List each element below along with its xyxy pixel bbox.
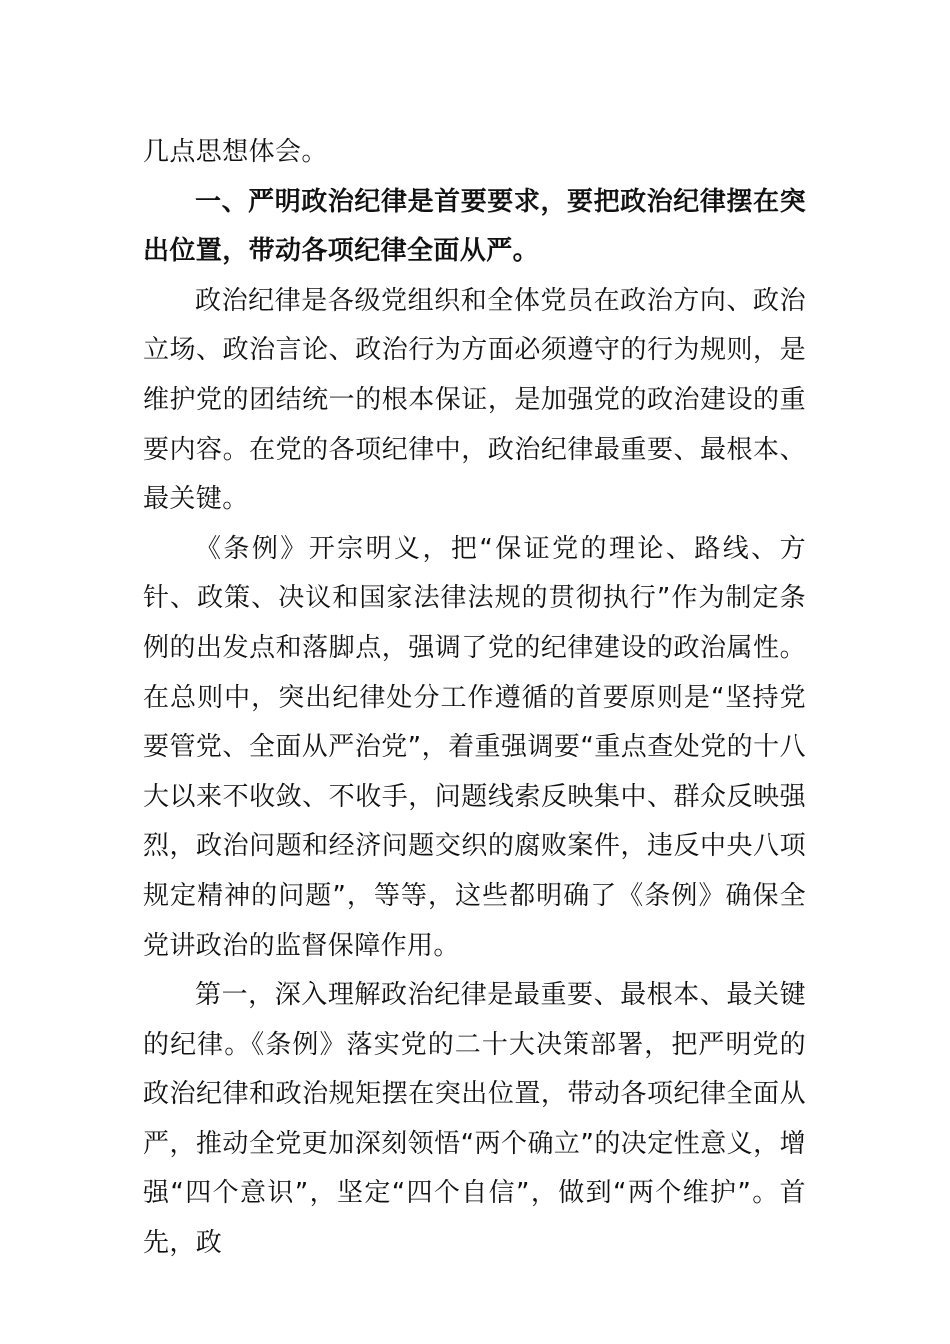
- paragraph-continuation: 几点思想体会。: [143, 137, 328, 167]
- document-body: [143, 128, 806, 1269]
- paragraph-political-discipline: 政治纪律是各级党组织和全体党员在政治方向、政治立场、政治言论、政治行为方面必须遵守的行为规则，是维护党的团结统一的根本保证，是加强党的政治建设的重要内容。在党的各项纪律中，政治纪律最重要、最根本、最关键。: [143, 285, 806, 515]
- paragraph-regulations: 《条例》开宗明义，把“保证党的理论、路线、方针、政策、决议和国家法律法规的贯彻执行”作为制定条例的出发点和落脚点，强调了党的纪律建设的政治属性。在总则中，突出纪律处分工作遵循的首要原则是“坚持党要管党、全面从严治党”，着重强调要“重点查处党的十八大以来不收敛、不收手，问题线索反映集中、群众反映强烈，政治问题和经济问题交织的腐败案件，违反中央八项规定精神的问题”，等等，这些都明确了《条例》确保全党讲政治的监督保障作用。: [143, 533, 806, 961]
- paragraph-first-point: 第一，深入理解政治纪律是最重要、最根本、最关键的纪律。《条例》落实党的二十大决策部署，把严明党的政治纪律和政治规矩摆在突出位置，带动各项纪律全面从严，推动全党更加深刻领悟“两个确立”的决定性意义，增强“四个意识”，坚定“四个自信”，做到“两个维护”。首先，政: [143, 980, 806, 1259]
- section-heading: 一、严明政治纪律是首要要求，要把政治纪律摆在突出位置，带动各项纪律全面从严。: [143, 186, 806, 267]
